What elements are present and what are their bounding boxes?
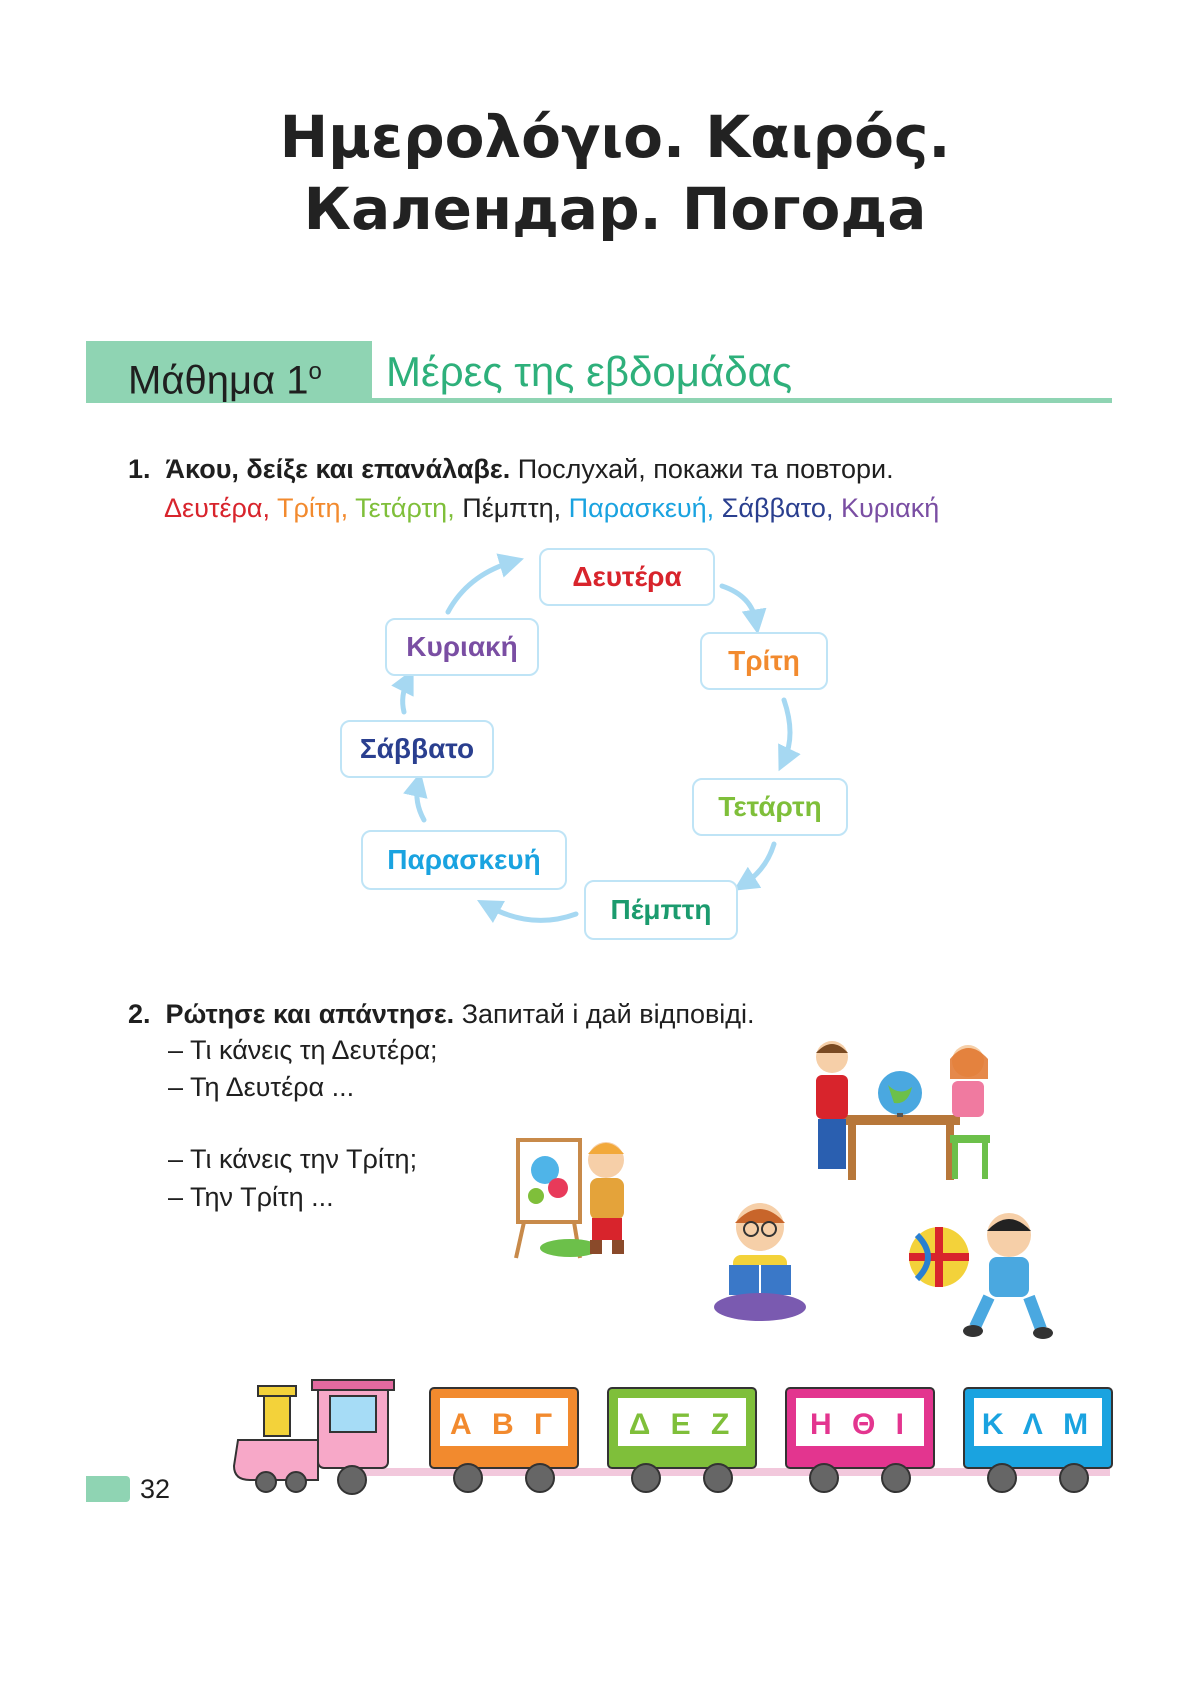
day-name-inline: Τετάρτη,	[355, 493, 463, 523]
dialogue-line-4: – Την Τρίτη ...	[168, 1182, 334, 1212]
day-label: Σάββατο	[359, 733, 475, 764]
train-car	[608, 1388, 756, 1492]
lesson-number-superscript: ο	[308, 358, 322, 385]
train-wheel	[882, 1464, 910, 1492]
train-cars	[430, 1388, 1112, 1492]
arrow-pempti-to-paraskevi	[488, 906, 576, 920]
page-title-greek: Ημερολόγιο. Καιρός.	[279, 103, 951, 171]
day-label: Δευτέρα	[572, 561, 682, 592]
day-label: Πέμπτη	[610, 894, 712, 925]
train-car	[964, 1388, 1112, 1492]
child-painting-illustration	[510, 1130, 650, 1265]
day-name-inline: Δευτέρα,	[164, 493, 278, 523]
train-car	[430, 1388, 578, 1492]
day-name-inline: Κυριακή	[840, 493, 940, 523]
dialogue-line-3: – Τι κάνεις την Τρίτη;	[168, 1144, 418, 1174]
day-label: Τετάρτη	[718, 791, 822, 822]
children-with-globe-illustration	[800, 1035, 1000, 1195]
arrow-tetarti-to-pempti	[744, 844, 774, 884]
day-label: Τρίτη	[728, 645, 800, 676]
alphabet-train-illustration	[0, 1370, 1190, 1510]
train-car-letters: Α Β Γ	[449, 1408, 559, 1441]
page-title-ukrainian: Календар. Погода	[303, 175, 927, 243]
train-wheel	[810, 1464, 838, 1492]
day-box-pempti	[584, 880, 738, 940]
train-car-letters: Κ Λ Μ	[981, 1408, 1095, 1441]
arrow-triti-to-tetarti	[784, 700, 790, 760]
page-number: 32	[140, 1474, 171, 1504]
day-label: Παρασκευή	[387, 844, 541, 875]
day-box-triti	[700, 632, 828, 690]
lesson-label: Μάθημα $1^o$	[128, 358, 322, 403]
day-box-kyriaki	[385, 618, 539, 676]
exercise-2-instruction: 2. Ρώτησε και απάντησε. Запитай і дай відповіді.	[128, 999, 755, 1029]
day-name-inline: Πέμπτη,	[462, 493, 569, 523]
lesson-topic: Μέρες της εβδομάδας	[386, 348, 793, 395]
day-box-deftera	[539, 548, 715, 606]
page-number-tab	[86, 1476, 130, 1502]
train-car-letters: Δ Ε Ζ	[628, 1408, 736, 1441]
arrow-kyriaki-to-deftera	[448, 562, 512, 612]
train-wheel	[988, 1464, 1016, 1492]
arrow-paraskevi-to-savvato	[417, 784, 424, 820]
arrow-deftera-to-triti	[722, 586, 756, 622]
dialogue-line-1: – Τι κάνεις τη Δευτέρα;	[168, 1035, 438, 1065]
train-wheel	[632, 1464, 660, 1492]
day-box-paraskevi	[361, 830, 567, 890]
train-car	[786, 1388, 934, 1492]
train-locomotive	[234, 1380, 394, 1494]
dialogue-line-2: – Τη Δευτέρα ...	[168, 1072, 355, 1102]
day-name-inline: Σάββατο,	[721, 493, 841, 523]
day-box-savvato	[340, 720, 494, 778]
train-wheel	[1060, 1464, 1088, 1492]
train-wheel	[454, 1464, 482, 1492]
arrow-savvato-to-kyriaki	[403, 680, 408, 712]
train-wheel	[704, 1464, 732, 1492]
day-box-tetarti	[692, 778, 848, 836]
day-name-inline: Παρασκευή,	[568, 493, 722, 523]
child-with-ball-illustration	[905, 1205, 1065, 1345]
train-wheel	[526, 1464, 554, 1492]
child-reading-illustration	[705, 1195, 815, 1335]
train-car-letters: Η Θ Ι	[809, 1408, 911, 1441]
day-label: Κυριακή	[406, 631, 518, 662]
exercise-1-instruction: 1. Άκου, δείξε και επανάλαβε. Послухай, покажи та повтори.	[128, 454, 894, 484]
day-name-inline: Τρίτη,	[277, 493, 356, 523]
